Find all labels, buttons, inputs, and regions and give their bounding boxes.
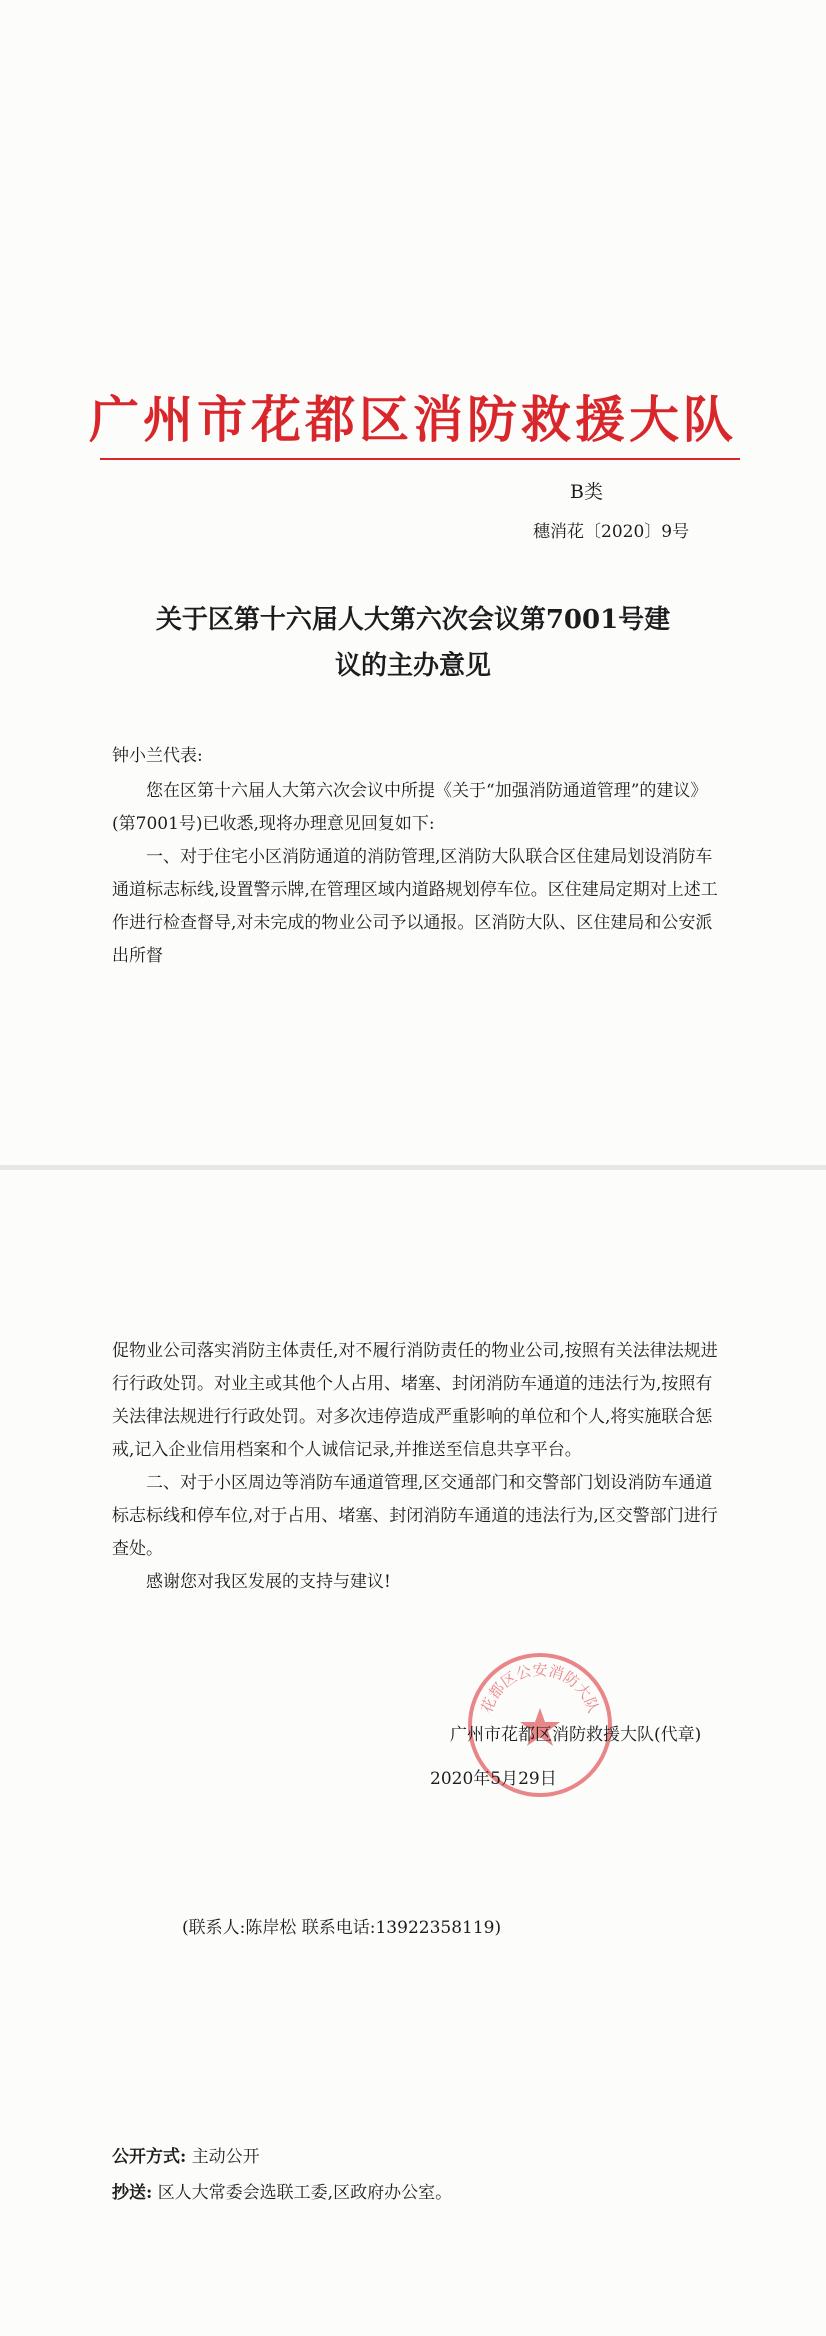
paragraph-point-1-continued: 促物业公司落实消防主体责任,对不履行消防责任的物业公司,按照有关法律法规进行行政处罚。对业主或其他个人占用、堵塞、封闭消防车通道的违法行为,按照有关法律法规进行行政处罚。对多次违停造成严重影响的单位和个人,将实施联合惩戒,记入企业信用档案和个人诚信记录,并推送至信息共享平台。 [112, 1341, 718, 1460]
paragraph-intro: 您在区第十六届人大第六次会议中所提《关于“加强消防通道管理”的建议》(第7001号)已收悉,现将办理意见回复如下: [112, 781, 708, 834]
document-title-line-2: 议的主办意见 [334, 651, 491, 681]
document-number: 穗消花〔2020〕9号 [533, 522, 690, 542]
document-page-1 [0, 0, 826, 1165]
signature-org: 广州市花都区消防救援大队(代章) [450, 1725, 702, 1745]
signature-date: 2020年5月29日 [430, 1769, 557, 1789]
document-title [100, 597, 726, 689]
org-header-title: 广州市花都区消防救援大队 [89, 390, 737, 449]
cc-value: 区人大常委会选联工委,区政府办公室。 [157, 2183, 453, 2203]
document-category: B类 [570, 481, 603, 503]
disclosure-label: 公开方式: [112, 2147, 187, 2167]
paragraph-point-1: 一、对于住宅小区消防通道的消防管理,区消防大队联合区住建局划设消防车通道标志标线,设置警示牌,在管理区域内道路规划停车位。区住建局定期对上述工作进行检查督导,对未完成的物业公司予以通报。区消防大队、区住建局和公安派出所督 [112, 847, 718, 966]
seal-text: 花都区公安消防大队 [477, 1661, 603, 1716]
disclosure-value: 主动公开 [191, 2147, 260, 2167]
document-title-line-1: 关于区第十六届人大第六次会议第7001号建 [155, 605, 671, 635]
salutation: 钟小兰代表: [112, 746, 203, 766]
cc-label: 抄送: [112, 2183, 153, 2203]
body-page-2 [112, 1335, 722, 1599]
disclosure-line [112, 2142, 260, 2167]
body-page-1 [112, 775, 722, 973]
paragraph-point-2: 二、对于小区周边等消防车通道管理,区交通部门和交警部门划设消防车通道标志标线和停车位,对于占用、堵塞、封闭消防车通道的违法行为,区交警部门进行查处。 [112, 1473, 718, 1559]
red-divider [100, 458, 740, 460]
contact-info: (联系人:陈岸松 联系电话:13922358119) [182, 1918, 502, 1938]
paragraph-thanks: 感谢您对我区发展的支持与建议! [146, 1572, 391, 1592]
cc-line [112, 2178, 452, 2203]
